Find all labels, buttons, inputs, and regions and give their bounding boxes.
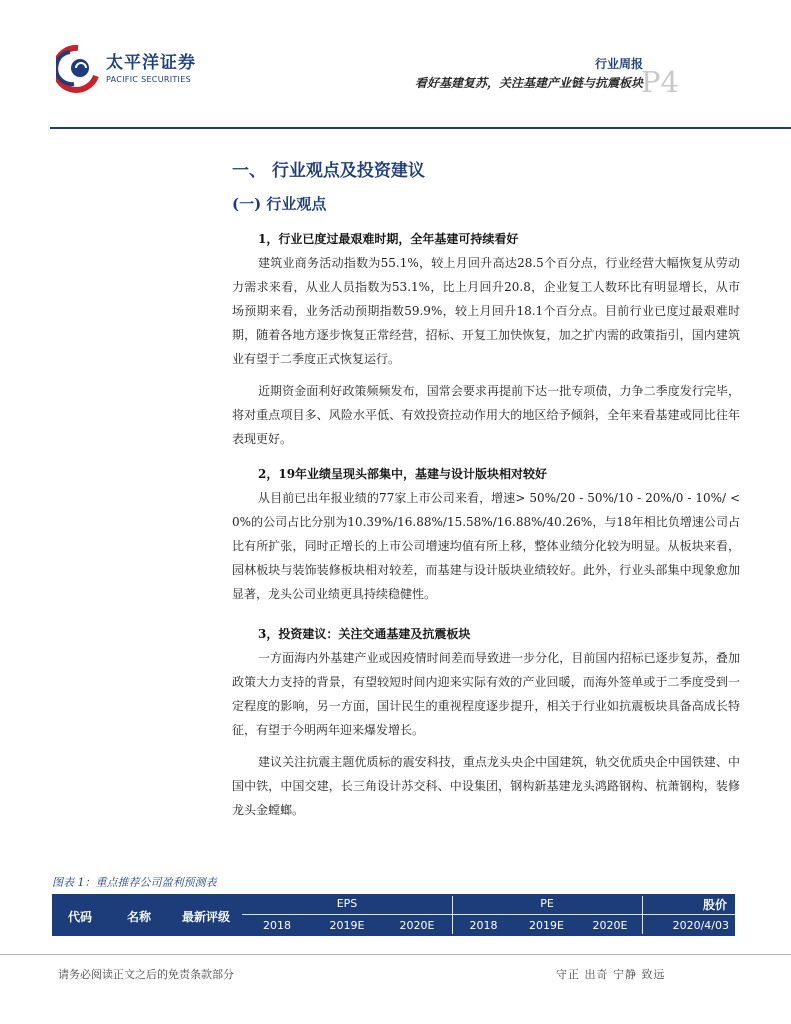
logo-emblem-icon [56, 44, 100, 94]
header-divider [50, 127, 791, 129]
subsection-heading: (一) 行业观点 [232, 195, 327, 213]
footer-motto: 守正 出奇 宁静 致远 [556, 968, 666, 981]
page-number: P4 [641, 65, 679, 99]
point-2-title: 2，19年业绩呈现头部集中，基建与设计版块相对较好 [258, 467, 548, 481]
point-3-para-2: 建议关注抗震主题优质标的震安科技，重点龙头央企中国建筑，轨交优质央企中国铁建、中国中铁，中国交建，长三角设计苏交科、中设集团，钢构新基建龙头鸿路钢构、杭萧钢构，装修龙头金螳螂。 [232, 755, 740, 817]
logo-name-cn: 太平洋证券 [106, 53, 196, 73]
report-kind: 行业周报 [594, 57, 643, 71]
col-code: 代码 [67, 910, 92, 924]
header-row-divider [242, 914, 735, 915]
group-pe: PE [540, 897, 554, 910]
point-3-title: 3，投资建议：关注交通基建及抗震板块 [258, 627, 471, 641]
group-eps: EPS [336, 897, 358, 910]
footer-divider [0, 954, 791, 955]
pe-year-2019e: 2019E [529, 919, 564, 932]
group-price: 股价 [702, 898, 727, 912]
logo-name-en: PACIFIC SECURITIES [106, 75, 191, 84]
company-logo [56, 44, 206, 94]
pe-year-2020e: 2020E [592, 919, 628, 932]
col-rating: 最新评级 [181, 910, 230, 924]
eps-year-2019e: 2019E [329, 919, 365, 932]
report-title: 看好基建复苏，关注基建产业链与抗震板块 [414, 76, 643, 90]
eps-year-2018: 2018 [263, 919, 291, 932]
forecast-table-header [52, 894, 735, 936]
table-caption: 图表 1：重点推荐公司盈利预测表 [52, 876, 217, 889]
point-1-para-2: 近期资金面利好政策频频发布，国常会要求再提前下达一批专项债，力争二季度发行完毕，将对重点项目多、风险水平低、有效投资拉动作用大的地区给予倾斜，全年来看基建或同比往年表现更好。 [232, 384, 740, 446]
point-3-para-1: 一方面海内外基建产业或因疫情时间差而导致进一步分化，目前国内招标已逐步复苏，叠加政策大力支持的背景，有望较短时间内迎来实际有效的产业回暖，而海外签单或于二季度受到一定程度的影响，另一方面，国计民生的重视程度逐步提升，相关于行业如抗震板块具备高成长特征，有望于今明两年迎来爆发增长。 [232, 651, 740, 737]
pe-year-2018: 2018 [469, 919, 498, 932]
price-date: 2020/4/03 [672, 919, 729, 932]
col-name: 名称 [126, 910, 151, 924]
point-2-para-1: 从目前已出年报业绩的77家上市公司来看，增速> 50%/20 - 50%/10 - 20%/0 - 10%/ < 0%的公司占比分别为10.39%/16.88%/15.58%/16.88%/40.26%，与18年相比负增速公司占比有所扩张，同时正增长的上市公司增速均值有所上移，整体业绩分化较为明显。从板块来看，园林板块与装饰装修板块相对较差，而基建与设计版块业绩较好。此外，行业头部集中现象愈加显著，龙头公司业绩更具持续稳健性。 [232, 491, 740, 601]
section-heading: 一、 行业观点及投资建议 [232, 161, 425, 181]
footer-disclaimer: 请务必阅读正文之后的免责条款部分 [58, 968, 234, 981]
point-1-para-1: 建筑业商务活动指数为55.1%，较上月回升高达28.5个百分点，行业经营大幅恢复从劳动力需求来看，从业人员指数为53.1%，比上月回升20.8，企业复工人数环比有明显增长，从市场预期来看，业务活动预期指数59.9%，较上月回升18.1个百分点。目前行业已度过最艰难时期，随着各地方逐步恢复正常经营，招标、开复工加快恢复，加之扩内需的政策指引，国内建筑业有望于二季度正式恢复运行。 [232, 256, 740, 366]
point-1-title: 1，行业已度过最艰难时期，全年基建可持续看好 [258, 232, 519, 246]
eps-year-2020e: 2020E [399, 919, 435, 932]
